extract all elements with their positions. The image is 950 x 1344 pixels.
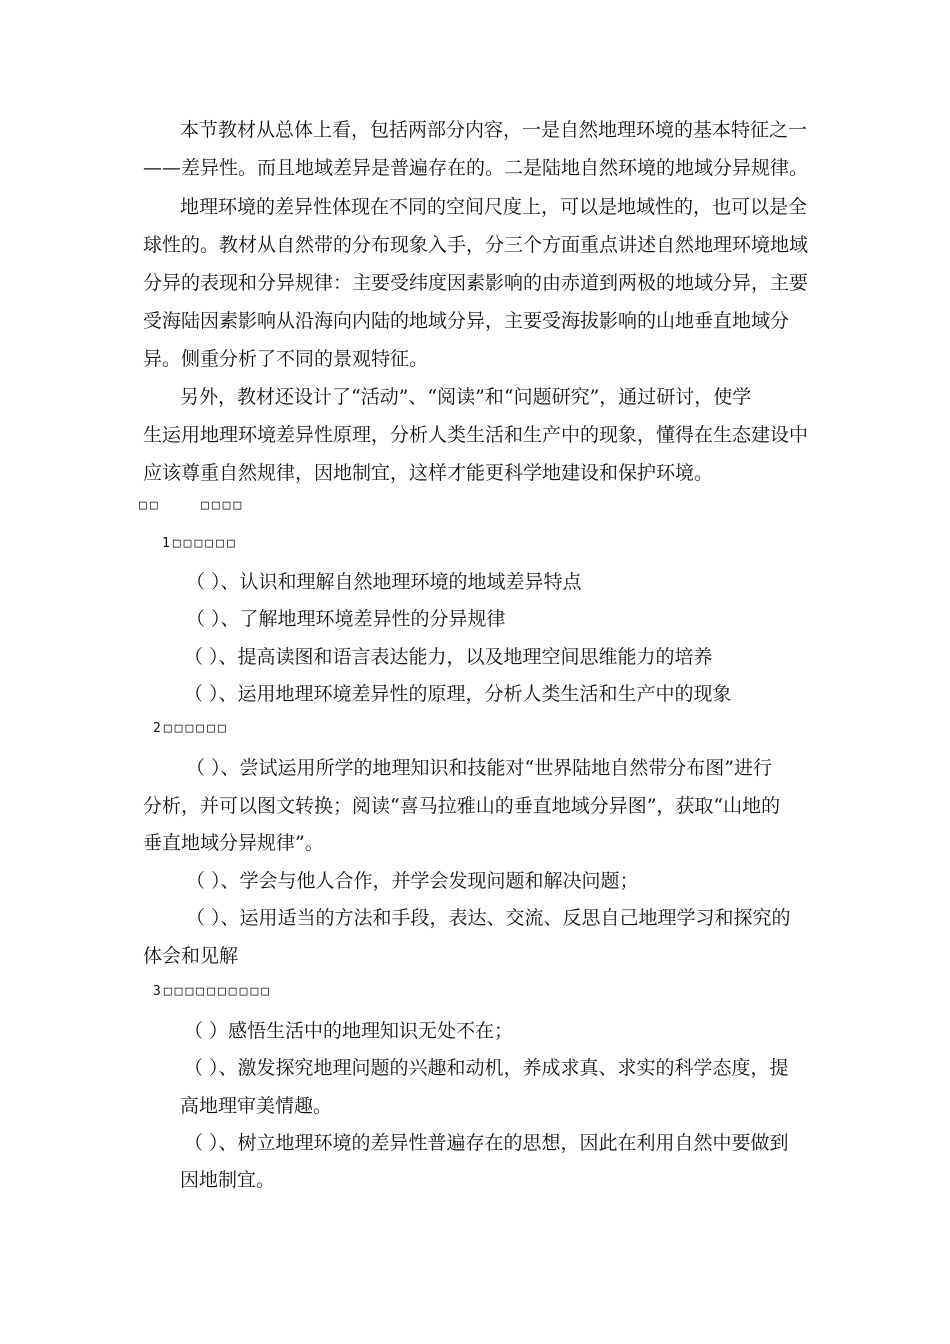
- overview-p2-line-4: 受海陆因素影响从沿海向内陆的地域分异，主要受海拔影响的山地垂直地域分: [143, 310, 790, 332]
- process-heading: 2□□□□□□: [153, 721, 229, 736]
- attitude-heading: 3□□□□□□□□□□: [153, 984, 273, 999]
- process-item-3-line-1: （ ）、运用适当的方法和手段，表达、交流、反思自己地理学习和探究的: [186, 907, 791, 929]
- attitude-item-3-line-1: （ ）、树立地理环境的差异性普遍存在的思想，因此在利用自然中要做到: [184, 1132, 789, 1154]
- attitude-item-1: （ ）感悟生活中的地理知识无处不在；: [184, 1020, 514, 1042]
- attitude-item-2-line-1: （ ）、激发探究地理问题的兴趣和动机，养成求真、求实的科学态度，提: [184, 1057, 789, 1079]
- knowledge-item-2: （ ）、了解地理环境差异性的分异规律: [186, 608, 506, 630]
- overview-p3-line-1: 另外，教材还设计了“活动”、“阅读”和“问题研究”，通过研讨，使学: [180, 386, 752, 408]
- process-item-1-line-1: （ ）、尝试运用所学的地理知识和技能对“世界陆地自然带分布图”进行: [186, 757, 772, 779]
- knowledge-heading: 1□□□□□□: [162, 536, 238, 551]
- overview-p1-line-2: ——差异性。而且地域差异是普遍存在的。二是陆地自然环境的地域分异规律。: [143, 157, 809, 179]
- overview-p3-line-3: 应该尊重自然规律，因地制宜，这样才能更科学地建设和保护环境。: [143, 462, 714, 484]
- process-item-1-line-3: 垂直地域分异规律”。: [143, 832, 324, 854]
- attitude-item-2-line-2: 高地理审美情趣。: [180, 1095, 333, 1117]
- knowledge-item-3: （ ）、提高读图和语言表达能力，以及地理空间思维能力的培养: [184, 646, 713, 668]
- process-item-2: （ ）、学会与他人合作，并学会发现问题和解决问题；: [186, 870, 639, 892]
- overview-p2-line-3: 分异的表现和分异规律：主要受纬度因素影响的由赤道到两极的地域分异，主要: [143, 272, 809, 294]
- section-heading-title: □□□□: [201, 498, 245, 513]
- attitude-item-3-line-2: 因地制宜。: [180, 1169, 276, 1191]
- overview-p1-line-1: 本节教材从总体上看，包括两部分内容，一是自然地理环境的基本特征之一: [180, 119, 808, 141]
- section-heading-number: □□: [139, 498, 161, 513]
- overview-p3-line-2: 生运用地理环境差异性原理，分析人类生活和生产中的现象，懂得在生态建设中: [143, 424, 809, 446]
- process-item-3-line-2: 体会和见解: [143, 945, 239, 967]
- process-item-1-line-2: 分析，并可以图文转换；阅读“喜马拉雅山的垂直地域分异图”，获取“山地的: [143, 795, 781, 817]
- knowledge-item-1: （ ）、认识和理解自然地理环境的地域差异特点: [186, 571, 582, 593]
- knowledge-item-4: （ ）、运用地理环境差异性的原理，分析人类生活和生产中的现象: [184, 683, 732, 705]
- overview-p2-line-2: 球性的。教材从自然带的分布现象入手，分三个方面重点讲述自然地理环境地域: [143, 234, 809, 256]
- overview-p2-line-1: 地理环境的差异性体现在不同的空间尺度上，可以是地域性的，也可以是全: [180, 196, 808, 218]
- overview-p2-line-5: 异。侧重分析了不同的景观特征。: [143, 348, 429, 370]
